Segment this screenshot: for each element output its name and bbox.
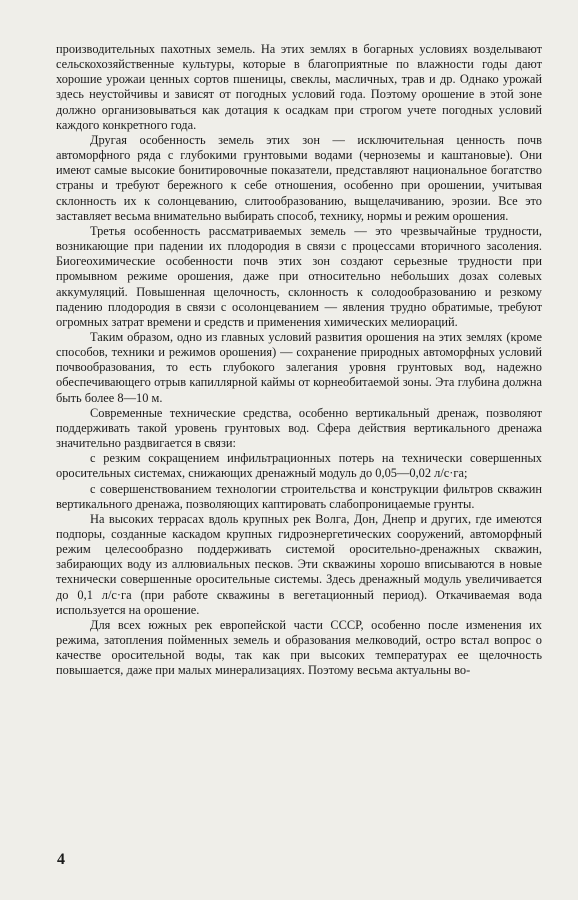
paragraph: Современные технические средства, особенно вертикальный дренаж, позволяют поддерживать такой уровень грунтовых вод. Сфера действия вертикального дренажа значительно раздвигается в связи:: [56, 405, 542, 451]
body-text: [56, 42, 542, 679]
paragraph: Таким образом, одно из главных условий развития орошения на этих землях (кроме способов, техники и режимов орошения) — сохранение природных автоморфных условий почвообразования, то есть глубокого залегания уровня грунтовых вод, надежно обеспечивающего отрыв капиллярной каймы от корнеобитаемой зоны. Эта глубина должна быть более 8—10 м.: [56, 329, 542, 405]
paragraph: Третья особенность рассматриваемых земель — это чрезвычайные трудности, возникающие при падении их плодородия в связи с процессами вторичного засоления. Биогеохимические особенности почв этих зон создают серьезные трудности при промывном режиме орошения, даже при относительно небольших дозах солевых аккумуляций. Повышенная щелочность, склонность к солодообразованию и резкому падению плодородия в связи с осолонцеванием — явления трудно обратимые, требуют огромных затрат времени и средств и применения химических мелиораций.: [56, 223, 542, 329]
page-number: 4: [57, 851, 65, 868]
list-item: с совершенствованием технологии строительства и конструкции фильтров скважин вертикального дренажа, позволяющих каптировать слабопроницаемые грунты.: [56, 481, 542, 511]
list-item: с резким сокращением инфильтрационных потерь на технически совершенных оросительных системах, снижающих дренажный модуль до 0,05—0,02 л/с·га;: [56, 451, 542, 481]
paragraph: Другая особенность земель этих зон — исключительная ценность почв автоморфного ряда с глубокими грунтовыми водами (черноземы и каштановые). Они имеют самые высокие бонитировочные показатели, представляют национальное богатство страны и требуют бережного к себе отношения, особенно при орошении, учитывая склонность их к солонцеванию, слитообразованию, выщелачиванию, эрозии. Все это заставляет весьма внимательно выбирать способ, технику, нормы и режим орошения.: [56, 132, 542, 223]
paragraph: Для всех южных рек европейской части СССР, особенно после изменения их режима, затопления пойменных земель и образования мелководий, остро встал вопрос о качестве оросительной воды, так как при высоких температурах ее щелочность повышается, даже при малых минерализациях. Поэтому весьма актуальны во-: [56, 617, 542, 678]
paragraph: производительных пахотных земель. На этих землях в богарных условиях возделывают сельскохозяйственные культуры, которые в благоприятные по влажности годы дают хорошие урожаи ценных сортов пшеницы, свеклы, масличных, трав и др. Однако урожай здесь неустойчивы и зависят от погодных условий года. Поэтому орошение в этой зоне должно организовываться как дотация к осадкам при строгом учете погодных условий каждого конкретного года.: [56, 42, 542, 132]
paragraph: На высоких террасах вдоль крупных рек Волга, Дон, Днепр и других, где имеются подпоры, созданные каскадом крупных гидроэнергетических сооружений, автоморфный режим целесообразно поддерживать системой оросительно-дренажных скважин, забирающих воду из аллювиальных песков. Эти скважины хорошо вписываются в новые технически совершенные оросительные системы. Здесь дренажный модуль увеличивается до 0,1 л/с·га (при работе скважины в вегетационный период). Откачиваемая вода используется на орошение.: [56, 511, 542, 617]
